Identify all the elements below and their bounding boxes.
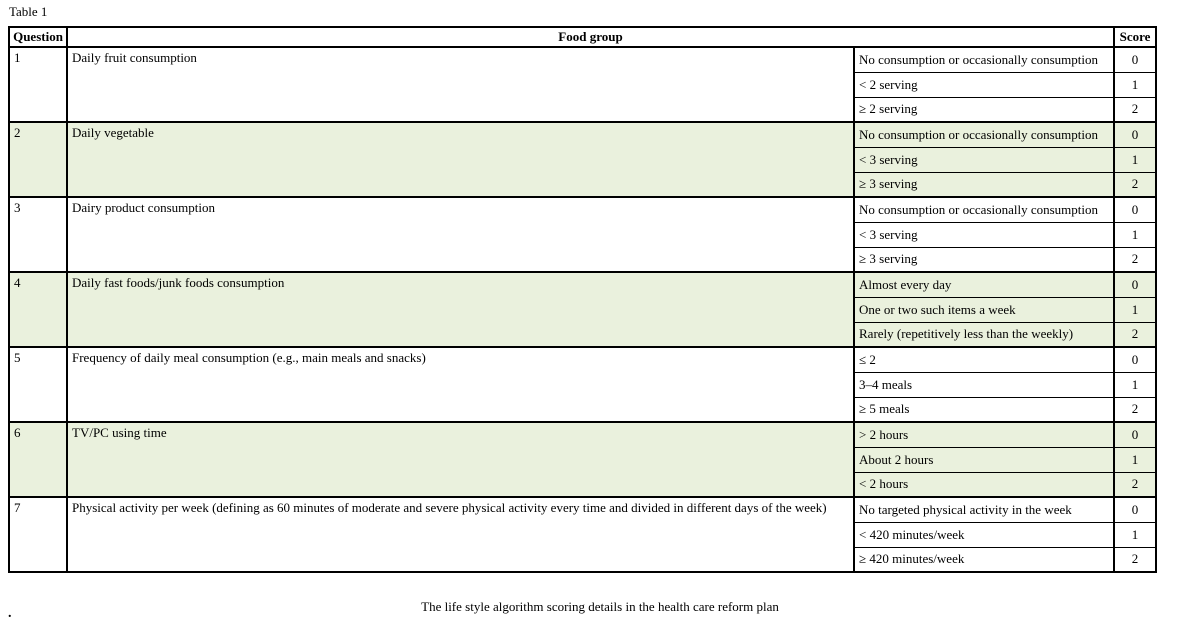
table-label: Table 1 bbox=[9, 4, 48, 19]
table-row bbox=[9, 122, 1156, 147]
score-value: 2 bbox=[1114, 397, 1156, 422]
question-number: 5 bbox=[9, 347, 67, 422]
option-label: < 2 serving bbox=[854, 72, 1114, 97]
table-row bbox=[9, 422, 1156, 447]
score-value: 2 bbox=[1114, 472, 1156, 497]
score-value: 2 bbox=[1114, 322, 1156, 347]
option-label: ≥ 5 meals bbox=[854, 397, 1114, 422]
score-value: 0 bbox=[1114, 497, 1156, 522]
option-label: 3–4 meals bbox=[854, 372, 1114, 397]
score-value: 2 bbox=[1114, 247, 1156, 272]
score-value: 1 bbox=[1114, 297, 1156, 322]
food-group-label: TV/PC using time bbox=[67, 422, 854, 497]
table-row bbox=[9, 47, 1156, 72]
food-group-label: Frequency of daily meal consumption (e.g., main meals and snacks) bbox=[67, 347, 854, 422]
header-food-group: Food group bbox=[67, 27, 1114, 47]
score-value: 2 bbox=[1114, 97, 1156, 122]
score-value: 1 bbox=[1114, 222, 1156, 247]
table-row bbox=[9, 197, 1156, 222]
score-value: 1 bbox=[1114, 447, 1156, 472]
question-number: 3 bbox=[9, 197, 67, 272]
question-number: 6 bbox=[9, 422, 67, 497]
option-label: ≥ 3 serving bbox=[854, 247, 1114, 272]
score-value: 0 bbox=[1114, 347, 1156, 372]
option-label: One or two such items a week bbox=[854, 297, 1114, 322]
header-row bbox=[9, 27, 1156, 47]
option-label: < 2 hours bbox=[854, 472, 1114, 497]
option-label: ≥ 420 minutes/week bbox=[854, 547, 1114, 572]
question-number: 7 bbox=[9, 497, 67, 572]
option-label: < 3 serving bbox=[854, 147, 1114, 172]
score-value: 1 bbox=[1114, 372, 1156, 397]
question-number: 2 bbox=[9, 122, 67, 197]
option-label: < 420 minutes/week bbox=[854, 522, 1114, 547]
header-score: Score bbox=[1114, 27, 1156, 47]
table-row bbox=[9, 272, 1156, 297]
option-label: No targeted physical activity in the week bbox=[854, 497, 1114, 522]
score-value: 1 bbox=[1114, 522, 1156, 547]
option-label: No consumption or occasionally consumption bbox=[854, 197, 1114, 222]
score-value: 0 bbox=[1114, 272, 1156, 297]
lifestyle-scoring-table bbox=[8, 26, 1157, 573]
option-label: ≥ 3 serving bbox=[854, 172, 1114, 197]
food-group-label: Daily vegetable bbox=[67, 122, 854, 197]
option-label: Rarely (repetitively less than the weekly) bbox=[854, 322, 1114, 347]
score-value: 0 bbox=[1114, 122, 1156, 147]
option-label: > 2 hours bbox=[854, 422, 1114, 447]
score-value: 0 bbox=[1114, 422, 1156, 447]
option-label: About 2 hours bbox=[854, 447, 1114, 472]
option-label: No consumption or occasionally consumption bbox=[854, 47, 1114, 72]
table-caption: The life style algorithm scoring details in the health care reform plan bbox=[421, 599, 779, 614]
option-label: ≤ 2 bbox=[854, 347, 1114, 372]
food-group-label: Dairy product consumption bbox=[67, 197, 854, 272]
score-value: 0 bbox=[1114, 47, 1156, 72]
food-group-label: Daily fast foods/junk foods consumption bbox=[67, 272, 854, 347]
question-number: 1 bbox=[9, 47, 67, 122]
table-row bbox=[9, 347, 1156, 372]
food-group-label: Physical activity per week (defining as 60 minutes of moderate and severe physical activity every time and divided in different days of the week) bbox=[67, 497, 854, 572]
score-value: 2 bbox=[1114, 547, 1156, 572]
option-label: ≥ 2 serving bbox=[854, 97, 1114, 122]
score-value: 1 bbox=[1114, 147, 1156, 172]
question-number: 4 bbox=[9, 272, 67, 347]
footnote-dot: . bbox=[8, 606, 12, 621]
header-question: Question bbox=[9, 27, 67, 47]
option-label: < 3 serving bbox=[854, 222, 1114, 247]
score-value: 2 bbox=[1114, 172, 1156, 197]
option-label: No consumption or occasionally consumption bbox=[854, 122, 1114, 147]
score-value: 1 bbox=[1114, 72, 1156, 97]
food-group-label: Daily fruit consumption bbox=[67, 47, 854, 122]
option-label: Almost every day bbox=[854, 272, 1114, 297]
score-value: 0 bbox=[1114, 197, 1156, 222]
table-row bbox=[9, 497, 1156, 522]
